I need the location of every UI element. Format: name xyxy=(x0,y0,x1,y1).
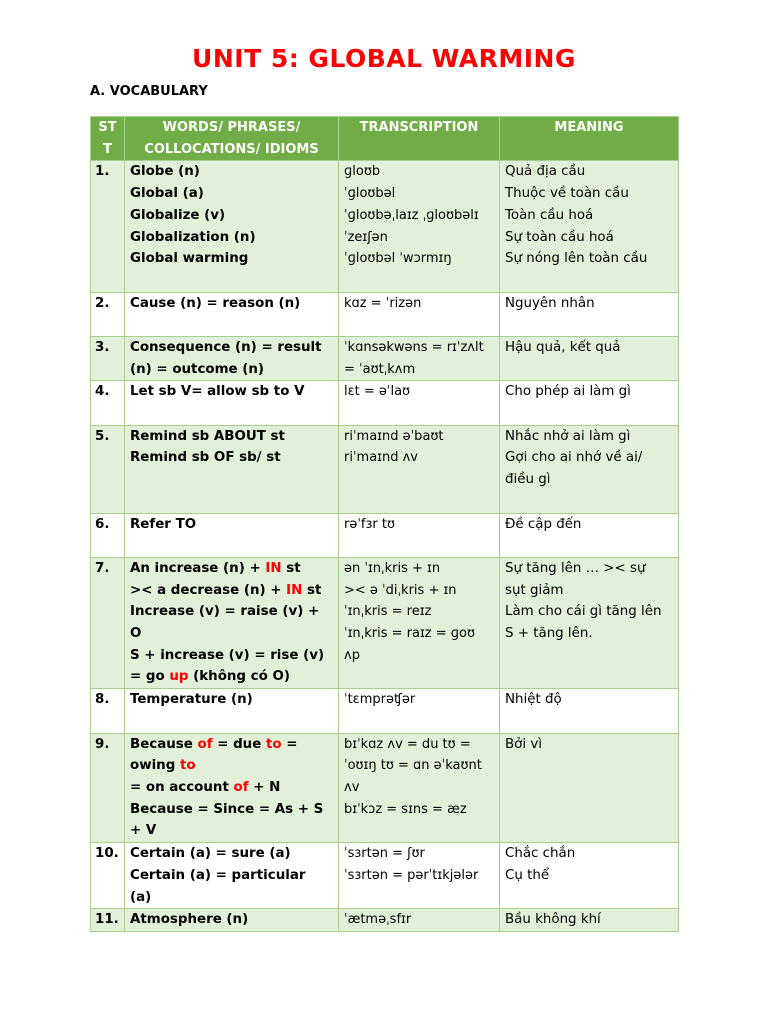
table-row xyxy=(91,843,679,909)
word-line xyxy=(130,689,333,711)
vocab-words xyxy=(125,843,339,909)
vocab-transcription xyxy=(339,843,500,909)
meaning-line: Toàn cầu hoá xyxy=(505,207,594,223)
word-line xyxy=(130,887,333,909)
transcription-line: ˈoʊɪŋ tʊ = ɑn əˈkaʊnt xyxy=(344,758,482,774)
row-number: 8. xyxy=(91,689,125,733)
table-row xyxy=(91,292,679,336)
meaning-line: Làm cho cái gì tăng lên xyxy=(505,604,662,620)
table-row xyxy=(91,513,679,557)
vocab-transcription xyxy=(339,557,500,688)
vocab-meaning xyxy=(500,557,679,688)
vocab-meaning xyxy=(500,425,679,513)
row-number: 5. xyxy=(91,425,125,513)
meaning-line: Quả địa cầu xyxy=(505,164,586,180)
word-line xyxy=(130,777,333,799)
table-row xyxy=(91,161,679,292)
word-text: Temperature (n) xyxy=(130,692,253,708)
vocab-transcription xyxy=(339,909,500,932)
vocab-meaning xyxy=(500,513,679,557)
word-line xyxy=(130,205,333,227)
transcription-line: riˈmaɪnd ʌv xyxy=(344,450,419,466)
transcription-line: ˈzeɪʃən xyxy=(344,229,388,245)
table-row xyxy=(91,557,679,688)
word-text: An increase (n) + xyxy=(130,560,266,576)
transcription-line: ˈætməˌsfɪr xyxy=(344,912,412,928)
word-line xyxy=(130,381,333,403)
word-text: = xyxy=(281,736,298,752)
table-header-row xyxy=(91,117,679,161)
transcription-line: ən ˈɪnˌkris + ɪn xyxy=(344,560,441,576)
word-text: O xyxy=(130,626,142,642)
transcription-line: ˈtɛmprəʧər xyxy=(344,692,416,708)
word-line xyxy=(130,426,333,448)
word-text: Global (a) xyxy=(130,186,204,202)
transcription-line: lɛt = əˈlaʊ xyxy=(344,384,411,400)
word-text: st xyxy=(281,560,301,576)
word-text: Globalization (n) xyxy=(130,229,256,245)
word-line xyxy=(130,623,333,645)
vocab-meaning xyxy=(500,733,679,843)
word-line xyxy=(130,734,333,756)
word-line xyxy=(130,601,333,623)
word-text: st xyxy=(302,582,322,598)
transcription-line: bɪˈkɑz ʌv = du tʊ = xyxy=(344,736,471,752)
row-number: 6. xyxy=(91,513,125,557)
word-line xyxy=(130,645,333,667)
word-text: Refer TO xyxy=(130,516,197,532)
word-text: Let sb V= allow sb to V xyxy=(130,384,305,400)
vocab-words xyxy=(125,909,339,932)
word-text: Global warming xyxy=(130,251,249,267)
word-text: Consequence (n) = result xyxy=(130,339,322,355)
vocabulary-table xyxy=(90,116,679,932)
word-text: Remind sb ABOUT st xyxy=(130,428,285,444)
word-text: Increase (v) = raise (v) + xyxy=(130,604,320,620)
row-number: 9. xyxy=(91,733,125,843)
highlighted-preposition: up xyxy=(169,669,189,685)
transcription-line: ˈɪnˌkris = reɪz xyxy=(344,604,432,620)
row-number: 10. xyxy=(91,843,125,909)
meaning-line: điều gì xyxy=(505,472,551,488)
header-transcription: TRANSCRIPTION xyxy=(339,117,500,161)
word-text: + N xyxy=(248,779,281,795)
vocab-meaning xyxy=(500,689,679,733)
word-text: Certain (a) = sure (a) xyxy=(130,846,291,862)
row-number: 2. xyxy=(91,292,125,336)
transcription-line: ɡloʊb xyxy=(344,164,381,180)
row-number: 3. xyxy=(91,336,125,380)
meaning-line: Hậu quả, kết quả xyxy=(505,339,621,355)
meaning-line: Sự tăng lên … >< sự xyxy=(505,560,646,576)
meaning-line: Thuộc về toàn cầu xyxy=(505,186,629,202)
word-text: S + increase (v) = rise (v) xyxy=(130,647,325,663)
word-line xyxy=(130,755,333,777)
word-text: = on account xyxy=(130,779,234,795)
word-line xyxy=(130,359,333,381)
word-line xyxy=(130,666,333,688)
word-line xyxy=(130,799,333,821)
meaning-line: Chắc chắn xyxy=(505,846,576,862)
vocab-words xyxy=(125,513,339,557)
word-line xyxy=(130,183,333,205)
table-row xyxy=(91,425,679,513)
word-line xyxy=(130,909,333,931)
row-number: 11. xyxy=(91,909,125,932)
word-text: Because = Since = As + S xyxy=(130,801,324,817)
meaning-line: Sự toàn cầu hoá xyxy=(505,229,614,245)
word-text: (không có O) xyxy=(188,669,290,685)
transcription-line: ˈsɜrtən = pərˈtɪkjələr xyxy=(344,867,479,883)
table-row xyxy=(91,733,679,843)
vocab-words xyxy=(125,733,339,843)
highlighted-preposition: to xyxy=(265,736,282,752)
vocab-words xyxy=(125,689,339,733)
meaning-line: S + tăng lên. xyxy=(505,626,593,642)
word-line xyxy=(130,293,333,315)
header-words: WORDS/ PHRASES/ COLLOCATIONS/ IDIOMS xyxy=(125,117,339,161)
vocab-transcription xyxy=(339,689,500,733)
highlighted-preposition: to xyxy=(179,758,196,774)
vocab-words xyxy=(125,425,339,513)
transcription-line: ˈkɑnsəkwəns = rɪˈzʌlt xyxy=(344,339,484,355)
vocab-words xyxy=(125,292,339,336)
transcription-line: >< ə ˈdiˌkris + ɪn xyxy=(344,582,457,598)
word-line xyxy=(130,865,333,887)
table-row xyxy=(91,909,679,932)
word-text: Remind sb OF sb/ st xyxy=(130,450,281,466)
word-text: (a) xyxy=(130,889,152,905)
word-text: Certain (a) = particular xyxy=(130,867,306,883)
meaning-line: Cụ thể xyxy=(505,867,550,883)
header-meaning: MEANING xyxy=(500,117,679,161)
meaning-line: Gợi cho ai nhớ về ai/ xyxy=(505,450,643,466)
word-text: + V xyxy=(130,823,157,839)
vocab-transcription xyxy=(339,161,500,292)
vocab-meaning xyxy=(500,161,679,292)
word-text: (n) = outcome (n) xyxy=(130,361,265,377)
transcription-line: ˈɪnˌkris = raɪz = ɡoʊ xyxy=(344,626,475,642)
word-line xyxy=(130,161,333,183)
word-line xyxy=(130,447,333,469)
word-text: = go xyxy=(130,669,170,685)
meaning-line: Bởi vì xyxy=(505,736,543,752)
vocab-transcription xyxy=(339,733,500,843)
word-line xyxy=(130,580,333,602)
meaning-line: Nguyên nhân xyxy=(505,295,595,311)
meaning-line: sụt giảm xyxy=(505,582,564,598)
word-text: Globalize (v) xyxy=(130,207,226,223)
meaning-line: Nhắc nhở ai làm gì xyxy=(505,428,631,444)
meaning-line: Cho phép ai làm gì xyxy=(505,384,631,400)
transcription-line: riˈmaɪnd əˈbaʊt xyxy=(344,428,444,444)
transcription-line: ˈɡloʊbəl ˈwɔrmɪŋ xyxy=(344,251,452,267)
transcription-line: ˈsɜrtən = ʃʊr xyxy=(344,846,425,862)
section-heading: A. VOCABULARY xyxy=(90,84,208,99)
row-number: 4. xyxy=(91,381,125,425)
word-line xyxy=(130,843,333,865)
vocab-words xyxy=(125,381,339,425)
meaning-line: Sự nóng lên toàn cầu xyxy=(505,251,648,267)
transcription-line: kɑz = ˈrizən xyxy=(344,295,422,311)
vocab-meaning xyxy=(500,843,679,909)
vocab-words xyxy=(125,557,339,688)
vocab-transcription xyxy=(339,381,500,425)
word-text: Atmosphere (n) xyxy=(130,912,249,928)
word-text: Cause (n) = reason (n) xyxy=(130,295,301,311)
vocab-meaning xyxy=(500,292,679,336)
transcription-line: ˈɡloʊbəl xyxy=(344,186,396,202)
vocab-transcription xyxy=(339,425,500,513)
word-line xyxy=(130,514,333,536)
table-row xyxy=(91,336,679,380)
vocab-meaning xyxy=(500,336,679,380)
word-text: >< a decrease (n) + xyxy=(130,582,287,598)
word-text: = due xyxy=(212,736,266,752)
table-body xyxy=(91,161,679,932)
meaning-line: Nhiệt độ xyxy=(505,692,562,708)
word-line xyxy=(130,337,333,359)
vocab-meaning xyxy=(500,909,679,932)
vocab-words xyxy=(125,336,339,380)
header-stt: ST T xyxy=(91,117,125,161)
highlighted-preposition: IN xyxy=(265,560,282,576)
word-line xyxy=(130,227,333,249)
word-line xyxy=(130,820,333,842)
transcription-line: rəˈfɜr tʊ xyxy=(344,516,396,532)
transcription-line: ʌp xyxy=(344,647,360,663)
word-text: Because xyxy=(130,736,198,752)
vocab-transcription xyxy=(339,292,500,336)
table-row xyxy=(91,689,679,733)
meaning-line: Bầu không khí xyxy=(505,912,601,928)
transcription-line: bɪˈkɔz = sɪns = æz xyxy=(344,801,467,817)
highlighted-preposition: of xyxy=(197,736,213,752)
word-line xyxy=(130,248,333,270)
transcription-line: ʌv xyxy=(344,779,360,795)
vocab-words xyxy=(125,161,339,292)
word-text: Globe (n) xyxy=(130,164,200,180)
vocab-transcription xyxy=(339,513,500,557)
vocab-transcription xyxy=(339,336,500,380)
transcription-line: ˈɡloʊbəˌlaɪz ˌɡloʊbəlɪ xyxy=(344,207,479,223)
meaning-line: Đề cập đến xyxy=(505,516,582,532)
transcription-line: = ˈaʊtˌkʌm xyxy=(344,361,416,377)
word-text: owing xyxy=(130,758,180,774)
page-title: UNIT 5: GLOBAL WARMING xyxy=(192,44,576,73)
highlighted-preposition: of xyxy=(233,779,249,795)
word-line xyxy=(130,558,333,580)
row-number: 7. xyxy=(91,557,125,688)
table-row xyxy=(91,381,679,425)
row-number: 1. xyxy=(91,161,125,292)
vocab-meaning xyxy=(500,381,679,425)
highlighted-preposition: IN xyxy=(286,582,303,598)
